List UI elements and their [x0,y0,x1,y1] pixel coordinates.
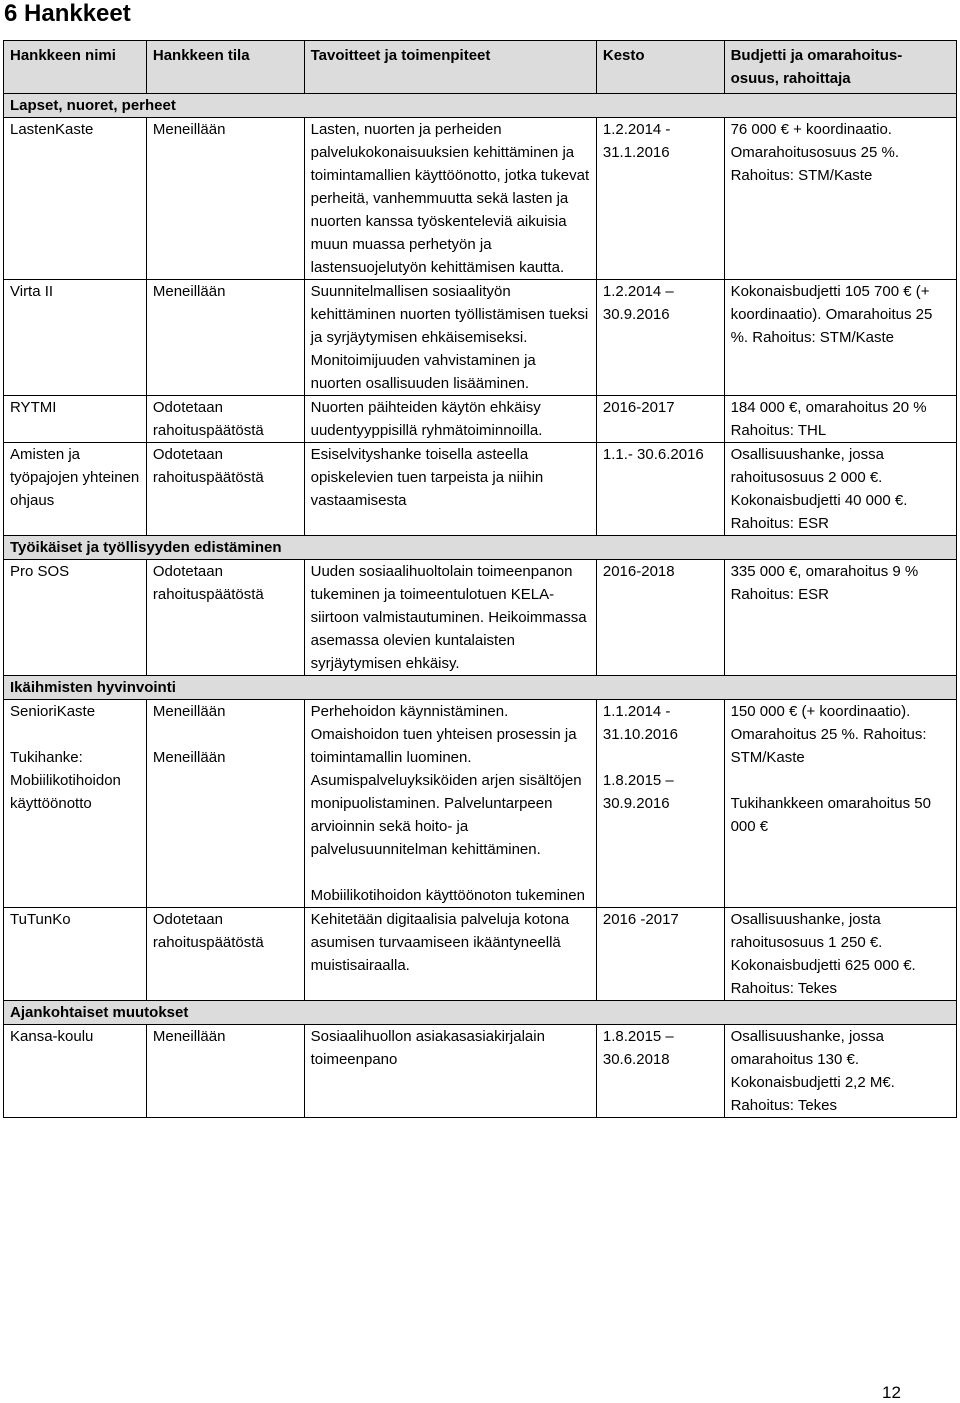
project-goals: Esiselvityshanke toisella asteella opiskelevien tuen tarpeista ja niihin vastaamisesta [310,446,544,509]
page-heading: 6 Hankkeet [4,0,131,27]
project-budget-cell [724,443,956,536]
project-name: Amisten ja työpajojen yhteinen ohjaus [10,446,140,509]
col-header-duration: Kesto [596,41,724,94]
project-status: Meneillään [152,283,226,300]
project-budget-cell [724,908,956,1001]
section-title: Lapset, nuoret, perheet [4,94,957,118]
project-name-cell [4,560,147,676]
projects-table [3,40,957,1118]
project-name: TuTunKo [10,911,71,928]
project-status: Meneillään [152,749,226,766]
project-name: Pro SOS [10,563,70,580]
project-status-cell [146,396,304,443]
project-name: Tukihanke: Mobiilikotihoidon käyttöönotto [10,749,121,812]
project-budget-cell [724,700,956,908]
project-goals: Perhehoidon käynnistäminen. Omaishoidon tuen yhteisen prosessin ja toimintamallin luominen. Asumispalveluyksiköiden arjen sisältöjen monipuolistaminen. Palveluntarpeen arvioinnin sekä hoito- ja palvelusuunnitelman kehittäminen. [310,703,582,858]
project-budget-cell [724,560,956,676]
project-name: LastenKaste [10,121,94,138]
entry-spacer [311,861,590,884]
project-duration-cell [596,560,724,676]
entry-spacer [153,723,298,746]
project-goals-cell [304,700,596,908]
project-name: SenioriKaste [10,703,96,720]
project-name-cell [4,396,147,443]
section-row [4,536,957,560]
table-row [4,908,957,1001]
project-duration: 2016 -2017 [602,911,679,928]
project-goals: Lasten, nuorten ja perheiden palvelukokonaisuuksien kehittäminen ja toimintamallien käyttöönotto, jotka tukevat perheitä, vanhemmuutta sekä lasten ja nuorten kanssa työskenteleviä aikuisia muun muassa perhetyön ja lastensuojelutyön kehittämisen kautta. [310,121,590,276]
section-title: Työikäiset ja työllisyyden edistäminen [4,536,957,560]
project-duration-cell [596,280,724,396]
project-duration: 1.8.2015 – 30.9.2016 [602,772,674,812]
section-row [4,1001,957,1025]
project-goals-cell [304,1025,596,1118]
page-number: 12 [882,1383,901,1402]
entry-spacer [10,723,140,746]
project-duration-cell [596,1025,724,1118]
project-name: Virta II [10,283,54,300]
project-goals: Kehitetään digitaalisia palveluja kotona asumisen turvaamiseen ikääntyneellä muistisairaalla. [310,911,570,974]
project-goals-cell [304,443,596,536]
section-row [4,676,957,700]
project-status: Meneillään [152,121,226,138]
project-status-cell [146,1025,304,1118]
project-duration-cell [596,443,724,536]
project-status: Odotetaan rahoituspäätöstä [152,911,264,951]
project-status: Meneillään [152,703,226,720]
project-budget: Osallisuushanke, jossa omarahoitus 130 €. Kokonaisbudjetti 2,2 M€. Rahoitus: Tekes [730,1028,895,1114]
project-duration-cell [596,700,724,908]
entry-spacer [731,769,950,792]
entry-spacer [603,746,718,769]
project-status-cell [146,443,304,536]
table-row [4,443,957,536]
table-row [4,560,957,676]
project-goals: Mobiilikotihoidon käyttöönoton tukeminen [310,887,585,904]
project-duration: 1.1.- 30.6.2016 [602,446,704,463]
project-budget-cell [724,118,956,280]
project-budget: 335 000 €, omarahoitus 9 % Rahoitus: ESR [730,563,919,603]
project-status: Meneillään [152,1028,226,1045]
project-duration-cell [596,396,724,443]
project-duration: 2016-2017 [602,399,675,416]
col-header-goals: Tavoitteet ja toimenpiteet [304,41,596,94]
project-goals: Suunnitelmallisen sosiaalityön kehittäminen nuorten työllistämisen tueksi ja syrjäytymisen ehkäisemiseksi. Monitoimijuuden vahvistaminen ja nuorten osallisuuden lisääminen. [310,283,589,392]
project-goals: Nuorten päihteiden käytön ehkäisy uudentyyppisillä ryhmätoiminnoilla. [310,399,543,439]
project-budget: Kokonaisbudjetti 105 700 € (+ koordinaatio). Omarahoitus 25 %. Rahoitus: STM/Kaste [730,283,933,346]
project-name-cell [4,118,147,280]
project-budget: Osallisuushanke, josta rahoitusosuus 1 250 €. Kokonaisbudjetti 625 000 €. Rahoitus: Tekes [730,911,916,997]
project-name: RYTMI [10,399,57,416]
col-header-name: Hankkeen nimi [4,41,147,94]
project-goals: Sosiaalihuollon asiakasasiakirjalain toimeenpano [310,1028,545,1068]
project-name-cell [4,1025,147,1118]
project-duration: 2016-2018 [602,563,675,580]
project-status-cell [146,908,304,1001]
project-goals: Uuden sosiaalihuoltolain toimeenpanon tukeminen ja toimeentulotuen KELA-siirtoon valmistautuminen. Heikoimmassa asemassa olevien kuntalaisten syrjäytymisen ehkäisy. [310,563,587,672]
project-name-cell [4,700,147,908]
section-title: Ikäihmisten hyvinvointi [4,676,957,700]
project-goals-cell [304,280,596,396]
col-header-budget: Budjetti ja omarahoitus-osuus, rahoittaja [724,41,956,94]
project-name-cell [4,908,147,1001]
project-status-cell [146,700,304,908]
table-row [4,1025,957,1118]
project-duration: 1.8.2015 – 30.6.2018 [602,1028,674,1068]
table-row [4,700,957,908]
project-duration: 1.1.2014 - 31.10.2016 [602,703,678,743]
project-status: Odotetaan rahoituspäätöstä [152,563,264,603]
project-goals-cell [304,560,596,676]
project-budget: Tukihankkeen omarahoitus 50 000 € [730,795,931,835]
project-name: Kansa-koulu [10,1028,94,1045]
project-duration: 1.2.2014 – 30.9.2016 [602,283,674,323]
project-budget: 76 000 € + koordinaatio. Omarahoitusosuus 25 %. Rahoitus: STM/Kaste [730,121,899,184]
section-title: Ajankohtaiset muutokset [4,1001,957,1025]
project-status-cell [146,118,304,280]
project-duration-cell [596,118,724,280]
table-body [4,94,957,1118]
project-name-cell [4,443,147,536]
project-status-cell [146,560,304,676]
project-status: Odotetaan rahoituspäätöstä [152,399,264,439]
project-status: Odotetaan rahoituspäätöstä [152,446,264,486]
project-budget-cell [724,396,956,443]
project-duration-cell [596,908,724,1001]
table-row [4,280,957,396]
table-row [4,118,957,280]
col-header-status: Hankkeen tila [146,41,304,94]
header-row [4,41,957,94]
project-duration: 1.2.2014 - 31.1.2016 [602,121,671,161]
project-goals-cell [304,908,596,1001]
project-goals-cell [304,396,596,443]
project-budget: Osallisuushanke, jossa rahoitusosuus 2 000 €. Kokonaisbudjetti 40 000 €. Rahoitus: ESR [730,446,908,532]
project-budget-cell [724,280,956,396]
table-row [4,396,957,443]
project-budget: 184 000 €, omarahoitus 20 % Rahoitus: THL [730,399,927,439]
project-name-cell [4,280,147,396]
section-row [4,94,957,118]
project-budget-cell [724,1025,956,1118]
project-status-cell [146,280,304,396]
project-budget: 150 000 € (+ koordinaatio). Omarahoitus 25 %. Rahoitus: STM/Kaste [730,703,927,766]
project-goals-cell [304,118,596,280]
